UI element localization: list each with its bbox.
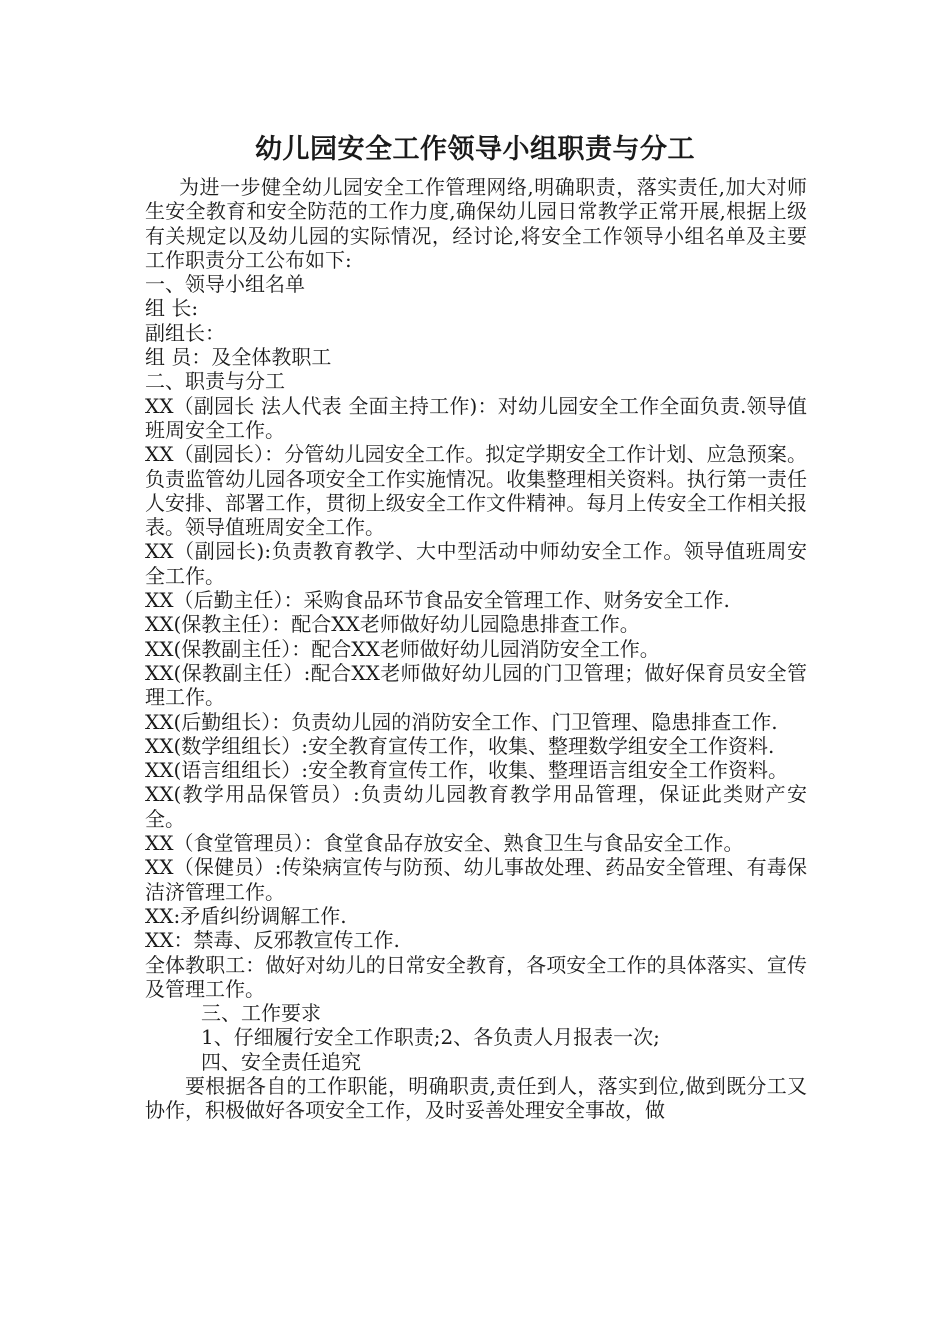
document-title: 幼儿园安全工作领导小组职责与分工: [255, 134, 695, 165]
members-line: 组 员：及全体教职工: [145, 345, 332, 370]
duty-item: XX（副园长):负责教育教学、大中型活动中师幼安全工作。领导值班周安全工作。: [145, 539, 807, 588]
duty-item: XX(语言组组长）:安全教育宣传工作，收集、整理语言组安全工作资料。: [145, 758, 789, 783]
duty-item: XX：禁毒、反邪教宣传工作.: [145, 928, 400, 953]
duty-item: XX（副园长 法人代表 全面主持工作)：对幼儿园安全工作全面负责.领导值班周安全工作。: [145, 393, 807, 442]
duty-item: XX(保教副主任）：配合XX老师做好幼儿园消防安全工作。: [145, 636, 660, 661]
section-heading-requirements: 三、工作要求: [201, 1001, 321, 1026]
intro-paragraph: 为进一步健全幼儿园安全工作管理网络,明确职责，落实责任,加大对师生安全教育和安全防范的工作力度,确保幼儿园日常教学正常开展,根据上级有关规定以及幼儿园的实际情况，经讨论,将安全工作领导小组名单及主要工作职责分工公布如下:: [145, 175, 807, 272]
duty-item: XX(数学组组长）:安全教育宣传工作，收集、整理数学组安全工作资料.: [145, 733, 775, 758]
document-body: [145, 175, 807, 1123]
deputy-leader-line: 副组长：: [145, 320, 225, 345]
duty-item: XX(保教副主任）:配合XX老师做好幼儿园的门卫管理；做好保育员安全管理工作。: [145, 660, 807, 710]
duty-item: XX(教学用品保管员）:负责幼儿园教育教学用品管理，保证此类财产安全。: [145, 782, 807, 831]
section-heading-leadership-list: 一、领导小组名单: [145, 272, 305, 297]
duty-item: XX（后勤主任）：采购食品环节食品安全管理工作、财务安全工作.: [145, 588, 730, 613]
duty-item: XX（副园长）：分管幼儿园安全工作。拟定学期安全工作计划、应急预案。负责监管幼儿园各项安全工作实施情况。收集整理相关资料。执行第一责任人安排、部署工作，贯彻上级安全工作文件精神。每月上传安全工作相关报表。领导值班周安全工作。: [145, 442, 807, 540]
duty-item: XX（保健员）:传染病宣传与防预、幼儿事故处理、药品安全管理、有毒保洁济管理工作。: [145, 855, 807, 904]
requirements-line: 1、仔细履行安全工作职责;2、各负责人月报表一次;: [201, 1025, 660, 1050]
duty-item-all-staff: 全体教职工：做好对幼儿的日常安全教育，各项安全工作的具体落实、宣传及管理工作。: [145, 952, 807, 1001]
duty-item: XX(后勤组长）：负责幼儿园的消防安全工作、门卫管理、隐患排查工作.: [145, 709, 778, 734]
section-heading-accountability: 四、安全责任追究: [201, 1049, 361, 1074]
duty-item: XX:矛盾纠纷调解工作.: [145, 903, 347, 928]
accountability-paragraph: 要根据各自的工作职能，明确职责,责任到人，落实到位,做到既分工又协作，积极做好各项安全工作，及时妥善处理安全事故，做: [145, 1073, 807, 1123]
section-heading-duties: 二、职责与分工: [145, 369, 285, 394]
duty-item: XX（食堂管理员）：食堂食品存放安全、熟食卫生与食品安全工作。: [145, 831, 744, 856]
leader-line: 组 长:: [145, 296, 199, 321]
duty-item: XX(保教主任）：配合XX老师做好幼儿园隐患排查工作。: [145, 612, 640, 637]
